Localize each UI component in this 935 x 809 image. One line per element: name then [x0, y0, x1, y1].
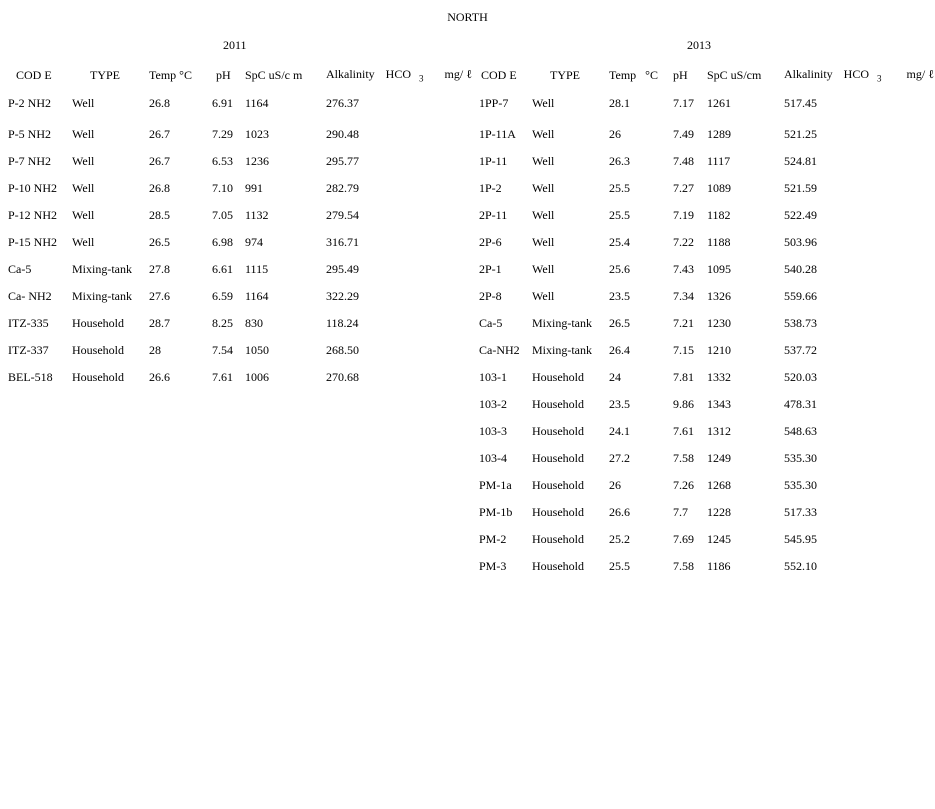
spc-cell: 1132 [245, 208, 269, 222]
ph-cell: 7.15 [673, 343, 694, 357]
temp-cell: 25.4 [609, 235, 630, 249]
type-cell: Well [72, 154, 95, 168]
temp-cell: 24 [609, 370, 621, 384]
type-cell: Household [72, 370, 124, 384]
temp-cell: 26 [609, 478, 621, 492]
type-cell: Well [532, 289, 555, 303]
temp-cell: 26.5 [149, 235, 170, 249]
spc-cell: 1236 [245, 154, 269, 168]
type-cell: Well [532, 127, 555, 141]
code-cell: PM-1a [479, 478, 512, 492]
header-temp: Temp °C [609, 67, 658, 82]
temp-cell: 26.3 [609, 154, 630, 168]
spc-cell: 1182 [707, 208, 731, 222]
alkalinity-cell: 279.54 [326, 208, 359, 222]
unit-label: mg/ ℓ [906, 66, 934, 81]
ph-cell: 7.81 [673, 370, 694, 384]
temp-cell: 25.5 [609, 559, 630, 573]
table-row [479, 391, 934, 418]
ph-cell: 7.22 [673, 235, 694, 249]
header-ph: pH [673, 67, 688, 82]
spc-cell: 974 [245, 235, 263, 249]
alkalinity-cell: 521.59 [784, 181, 817, 195]
table-row [8, 148, 476, 175]
ph-cell: 7.61 [673, 424, 694, 438]
code-cell: P-2 NH2 [8, 96, 52, 110]
spc-cell: 1312 [707, 424, 731, 438]
ph-cell: 7.48 [673, 154, 694, 168]
type-cell: Household [72, 316, 124, 330]
alkalinity-cell: 552.10 [784, 559, 817, 573]
code-cell: P-10 NH2 [8, 181, 58, 195]
alkalinity-cell: 282.79 [326, 181, 359, 195]
hco-subscript: 3 [877, 73, 882, 84]
table-row [479, 526, 934, 553]
spc-cell: 1289 [707, 127, 731, 141]
temp-cell: 26.7 [149, 127, 170, 141]
spc-cell: 1050 [245, 343, 269, 357]
alkalinity-cell: 290.48 [326, 127, 359, 141]
spc-cell: 1164 [245, 96, 269, 110]
alkalinity-label: Alkalinity [326, 66, 375, 81]
type-cell: Household [532, 424, 584, 438]
code-cell: Ca-5 [479, 316, 503, 330]
code-cell: 2P-8 [479, 289, 502, 303]
type-cell: Household [532, 478, 584, 492]
alkalinity-cell: 545.95 [784, 532, 817, 546]
code-cell: 103-3 [479, 424, 507, 438]
code-cell: 1PP-7 [479, 96, 509, 110]
temp-cell: 26.4 [609, 343, 630, 357]
code-cell: 2P-6 [479, 235, 502, 249]
alkalinity-cell: 524.81 [784, 154, 817, 168]
table-row [479, 364, 934, 391]
spc-cell: 1210 [707, 343, 731, 357]
type-cell: Well [72, 235, 95, 249]
hco3-label [385, 66, 424, 84]
ph-cell: 7.19 [673, 208, 694, 222]
alkalinity-cell: 503.96 [784, 235, 817, 249]
header-alkalinity [784, 64, 934, 86]
spc-cell: 1245 [707, 532, 731, 546]
hco-text: HCO [385, 66, 412, 81]
table-row [479, 148, 934, 175]
spc-cell: 991 [245, 181, 263, 195]
alkalinity-cell: 559.66 [784, 289, 817, 303]
table-row [8, 175, 476, 202]
table-row [479, 121, 934, 148]
code-cell: ITZ-335 [8, 316, 49, 330]
header-type: TYPE [550, 67, 580, 82]
alkalinity-cell: 295.49 [326, 262, 359, 276]
header-code: COD E [481, 67, 517, 82]
alkalinity-cell: 535.30 [784, 451, 817, 465]
table-row [479, 310, 934, 337]
temp-cell: 26 [609, 127, 621, 141]
alkalinity-cell: 537.72 [784, 343, 817, 357]
code-cell: 103-1 [479, 370, 507, 384]
spc-cell: 1268 [707, 478, 731, 492]
table-row [8, 283, 476, 310]
table-row [479, 472, 934, 499]
table-row [479, 229, 934, 256]
temp-cell: 27.2 [609, 451, 630, 465]
header-spc: SpC uS/cm [707, 67, 762, 82]
code-cell: 2P-11 [479, 208, 508, 222]
ph-cell: 7.10 [212, 181, 233, 195]
table-row [479, 175, 934, 202]
temp-cell: 28.5 [149, 208, 170, 222]
spc-cell: 1230 [707, 316, 731, 330]
hco-subscript: 3 [419, 73, 424, 84]
ph-cell: 6.61 [212, 262, 233, 276]
table-row [8, 202, 476, 229]
temp-cell: 25.6 [609, 262, 630, 276]
code-cell: BEL-518 [8, 370, 53, 384]
ph-cell: 7.17 [673, 96, 694, 110]
header-row [8, 64, 476, 86]
ph-cell: 7.49 [673, 127, 694, 141]
temp-cell: 28 [149, 343, 161, 357]
alkalinity-cell: 322.29 [326, 289, 359, 303]
spc-cell: 1117 [707, 154, 731, 168]
code-cell: PM-1b [479, 505, 513, 519]
type-cell: Mixing-tank [72, 289, 132, 303]
spc-cell: 1261 [707, 96, 731, 110]
table-row [479, 256, 934, 283]
temp-cell: 27.8 [149, 262, 170, 276]
type-cell: Household [532, 532, 584, 546]
code-cell: 2P-1 [479, 262, 502, 276]
ph-cell: 6.91 [212, 96, 233, 110]
alkalinity-cell: 478.31 [784, 397, 817, 411]
ph-cell: 6.59 [212, 289, 233, 303]
table-row [479, 86, 934, 121]
ph-cell: 7.26 [673, 478, 694, 492]
spc-cell: 1186 [707, 559, 731, 573]
table-row [479, 202, 934, 229]
table-row [8, 256, 476, 283]
table-row [479, 553, 934, 580]
table-title: NORTH [447, 10, 488, 24]
spc-cell: 1115 [245, 262, 269, 276]
type-cell: Household [532, 505, 584, 519]
alkalinity-cell: 535.30 [784, 478, 817, 492]
alkalinity-cell: 316.71 [326, 235, 359, 249]
code-cell: 103-2 [479, 397, 507, 411]
type-cell: Well [532, 235, 555, 249]
spc-cell: 1095 [707, 262, 731, 276]
header-row [479, 64, 934, 86]
ph-cell: 7.69 [673, 532, 694, 546]
alkalinity-cell: 540.28 [784, 262, 817, 276]
temp-cell: 23.5 [609, 397, 630, 411]
code-cell: P-5 NH2 [8, 127, 52, 141]
alkalinity-cell: 517.45 [784, 96, 817, 110]
type-cell: Mixing-tank [532, 343, 592, 357]
spc-cell: 1326 [707, 289, 731, 303]
ph-cell: 7.29 [212, 127, 233, 141]
table-row [8, 310, 476, 337]
header-spc: SpC uS/c m [245, 67, 303, 82]
code-cell: P-15 NH2 [8, 235, 58, 249]
spc-cell: 1089 [707, 181, 731, 195]
alkalinity-label: Alkalinity [784, 66, 833, 81]
alkalinity-cell: 118.24 [326, 316, 359, 330]
year-2013-label: 2013 [687, 38, 711, 52]
temp-cell: 26.8 [149, 96, 170, 110]
spc-cell: 1023 [245, 127, 269, 141]
type-cell: Household [72, 343, 124, 357]
code-cell: 1P-2 [479, 181, 502, 195]
type-cell: Well [532, 262, 555, 276]
temp-cell: 24.1 [609, 424, 630, 438]
temp-cell: 25.2 [609, 532, 630, 546]
alkalinity-cell: 270.68 [326, 370, 359, 384]
alkalinity-cell: 538.73 [784, 316, 817, 330]
ph-cell: 7.27 [673, 181, 694, 195]
ph-cell: 7.43 [673, 262, 694, 276]
ph-cell: 7.58 [673, 451, 694, 465]
temp-cell: 23.5 [609, 289, 630, 303]
ph-cell: 9.86 [673, 397, 694, 411]
spc-cell: 1164 [245, 289, 269, 303]
table-row [8, 364, 476, 391]
header-type: TYPE [90, 67, 120, 82]
alkalinity-cell: 517.33 [784, 505, 817, 519]
table-row [479, 418, 934, 445]
temp-cell: 26.8 [149, 181, 170, 195]
spc-cell: 1188 [707, 235, 731, 249]
table-2013 [479, 64, 934, 580]
spc-cell: 1249 [707, 451, 731, 465]
ph-cell: 7.58 [673, 559, 694, 573]
type-cell: Well [532, 208, 555, 222]
table-row [8, 337, 476, 364]
temp-cell: 26.6 [149, 370, 170, 384]
ph-cell: 7.34 [673, 289, 694, 303]
year-2011-label: 2011 [223, 38, 247, 52]
code-cell: Ca- NH2 [8, 289, 52, 303]
ph-cell: 7.05 [212, 208, 233, 222]
spc-cell: 1343 [707, 397, 731, 411]
ph-cell: 8.25 [212, 316, 233, 330]
header-code: COD E [16, 67, 52, 82]
alkalinity-cell: 522.49 [784, 208, 817, 222]
type-cell: Household [532, 559, 584, 573]
type-cell: Well [72, 181, 95, 195]
ph-cell: 7.61 [212, 370, 233, 384]
code-cell: Ca-NH2 [479, 343, 520, 357]
code-cell: 1P-11A [479, 127, 516, 141]
code-cell: 1P-11 [479, 154, 508, 168]
ph-cell: 7.7 [673, 505, 688, 519]
code-cell: 103-4 [479, 451, 507, 465]
alkalinity-cell: 295.77 [326, 154, 359, 168]
temp-cell: 26.7 [149, 154, 170, 168]
ph-cell: 6.98 [212, 235, 233, 249]
alkalinity-cell: 521.25 [784, 127, 817, 141]
table-row [479, 445, 934, 472]
type-cell: Well [72, 96, 95, 110]
spc-cell: 1228 [707, 505, 731, 519]
type-cell: Household [532, 451, 584, 465]
hco-text: HCO [843, 66, 870, 81]
temp-cell: 26.6 [609, 505, 630, 519]
header-alkalinity [326, 64, 476, 86]
table-row [479, 283, 934, 310]
hco3-label [843, 66, 882, 84]
alkalinity-cell: 268.50 [326, 343, 359, 357]
type-cell: Mixing-tank [532, 316, 592, 330]
type-cell: Well [532, 181, 555, 195]
unit-label: mg/ ℓ [444, 66, 472, 81]
spc-cell: 830 [245, 316, 263, 330]
alkalinity-cell: 276.37 [326, 96, 359, 110]
header-temp: Temp °C [149, 67, 192, 82]
type-cell: Mixing-tank [72, 262, 132, 276]
table-row [479, 499, 934, 526]
type-cell: Well [532, 96, 555, 110]
type-cell: Well [72, 208, 95, 222]
code-cell: P-12 NH2 [8, 208, 58, 222]
temp-cell: 28.7 [149, 316, 170, 330]
table-row [479, 337, 934, 364]
header-ph: pH [216, 67, 231, 82]
code-cell: Ca-5 [8, 262, 32, 276]
temp-cell: 25.5 [609, 208, 630, 222]
ph-cell: 6.53 [212, 154, 233, 168]
spc-cell: 1332 [707, 370, 731, 384]
temp-cell: 28.1 [609, 96, 630, 110]
alkalinity-cell: 520.03 [784, 370, 817, 384]
spc-cell: 1006 [245, 370, 269, 384]
ph-cell: 7.54 [212, 343, 233, 357]
table-row [8, 121, 476, 148]
code-cell: ITZ-337 [8, 343, 49, 357]
temp-cell: 25.5 [609, 181, 630, 195]
table-2011 [8, 64, 476, 391]
code-cell: P-7 NH2 [8, 154, 52, 168]
alkalinity-cell: 548.63 [784, 424, 817, 438]
type-cell: Household [532, 397, 584, 411]
temp-cell: 26.5 [609, 316, 630, 330]
table-row [8, 229, 476, 256]
ph-cell: 7.21 [673, 316, 694, 330]
table-row [8, 86, 476, 121]
type-cell: Household [532, 370, 584, 384]
code-cell: PM-3 [479, 559, 507, 573]
type-cell: Well [72, 127, 95, 141]
temp-cell: 27.6 [149, 289, 170, 303]
type-cell: Well [532, 154, 555, 168]
code-cell: PM-2 [479, 532, 507, 546]
